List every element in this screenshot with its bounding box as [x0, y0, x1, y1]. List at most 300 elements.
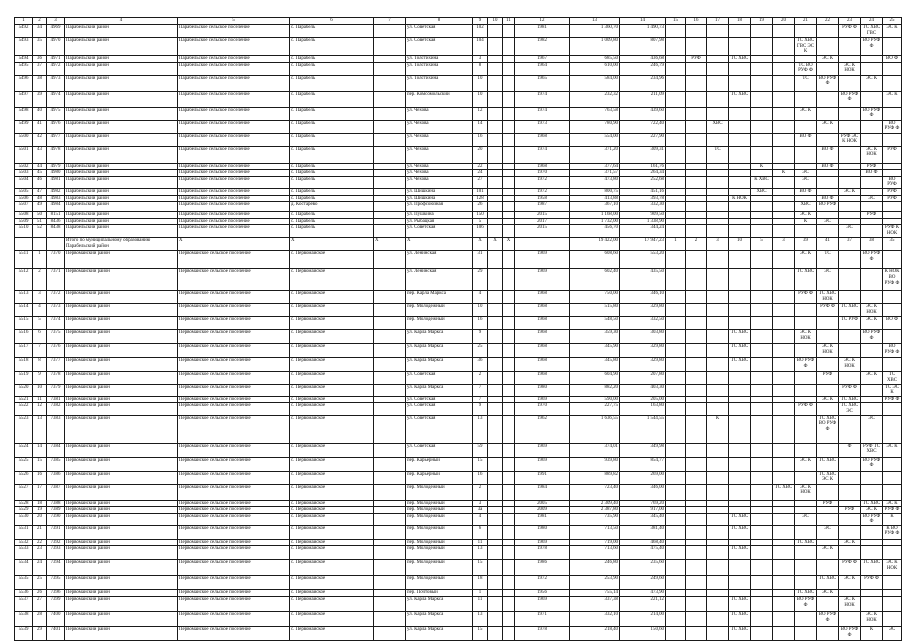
table-cell: ул. Советская	[406, 25, 473, 38]
table-cell	[33, 238, 47, 251]
table-cell	[773, 500, 795, 507]
table-cell	[488, 484, 503, 500]
table-cell: 4	[473, 513, 488, 525]
table-cell	[686, 218, 707, 225]
table-cell	[707, 195, 729, 202]
table-cell: 7395	[47, 576, 65, 590]
table-row	[15, 225, 902, 238]
table-cell: 2015	[515, 225, 570, 238]
table-cell	[707, 25, 729, 38]
table-cell: ул. Советская	[406, 403, 473, 415]
table-cell: с. Первомайское	[290, 317, 374, 330]
table-cell	[503, 38, 515, 56]
table-cell	[861, 225, 883, 238]
table-cell: пер. Молодежный	[406, 525, 473, 539]
table-cell	[707, 75, 729, 91]
table-cell: с. Парабель	[290, 107, 374, 120]
table-cell	[861, 590, 883, 597]
table-cell: ТС РУФ	[839, 317, 861, 330]
table-cell: 7396	[47, 590, 65, 597]
table-cell	[374, 195, 406, 202]
table-cell	[686, 443, 707, 457]
table-cell	[861, 202, 883, 212]
table-cell: 468,40	[620, 539, 666, 546]
table-cell: 1956	[515, 590, 570, 597]
table-cell	[488, 218, 503, 225]
table-cell	[817, 170, 839, 177]
table-cell	[374, 170, 406, 177]
table-cell: 332,30	[620, 202, 666, 212]
table-cell: Первомайское сельское поселение	[178, 415, 290, 443]
table-cell: Парабельское сельское поселение	[178, 202, 290, 212]
table-cell: 377,64	[570, 163, 620, 170]
table-cell	[729, 25, 751, 38]
table-cell: 9	[473, 330, 488, 344]
table-cell: ТС ХВС	[729, 525, 751, 539]
table-cell	[488, 62, 503, 75]
table-cell: ВО РУФ Ф	[795, 358, 817, 372]
table-cell: 27	[473, 176, 488, 188]
table-row	[15, 525, 902, 539]
table-cell	[488, 443, 503, 457]
table-cell	[503, 507, 515, 514]
table-cell: ЭС К НОК	[861, 304, 883, 317]
table-cell: Первомайский район	[65, 513, 178, 525]
table-cell: 548,50	[570, 317, 620, 330]
table-cell: К ВО РУФ Ф	[883, 525, 902, 539]
table-cell: 1	[33, 251, 47, 269]
table-cell: ВО РУФ Ф	[817, 612, 839, 627]
table-cell	[707, 251, 729, 269]
table-cell	[751, 384, 773, 396]
table-cell: с. Парабель	[290, 188, 374, 195]
table-cell: 5	[33, 317, 47, 330]
table-cell: 393,78	[620, 195, 666, 202]
table-cell	[729, 500, 751, 507]
table-cell: с. Парабель	[290, 38, 374, 56]
table-cell: 7388	[47, 500, 65, 507]
column-number-cell: 13	[570, 18, 620, 25]
table-cell	[707, 225, 729, 238]
table-cell	[751, 212, 773, 219]
table-cell: ЭС К	[795, 251, 817, 269]
table-cell	[751, 146, 773, 163]
table-cell	[374, 163, 406, 170]
table-cell: Парабельский район	[65, 75, 178, 91]
table-cell	[773, 304, 795, 317]
table-cell	[503, 146, 515, 163]
table-cell: 610,00	[570, 62, 620, 75]
table-cell: 5509	[15, 218, 33, 225]
table-cell	[795, 372, 817, 384]
table-cell: 17	[33, 484, 47, 500]
table-cell	[707, 597, 729, 612]
table-cell	[883, 304, 902, 317]
table-cell	[488, 525, 503, 539]
table-cell: пер. Молодежный	[406, 304, 473, 317]
table-cell: Первомайский район	[65, 576, 178, 590]
table-cell: Первомайский район	[65, 539, 178, 546]
table-cell	[686, 225, 707, 238]
table-cell: 332,10	[570, 612, 620, 627]
table-cell: 5504	[15, 176, 33, 188]
table-cell: ЭС К НОК	[861, 612, 883, 627]
table-cell: 1969	[515, 396, 570, 403]
table-cell	[686, 500, 707, 507]
table-cell: с. Парабель	[290, 212, 374, 219]
table-cell	[488, 317, 503, 330]
table-cell: ТС ХВС	[839, 396, 861, 403]
table-cell: ЭС К	[883, 443, 902, 457]
table-cell	[729, 225, 751, 238]
table-cell: 4982	[47, 188, 65, 195]
table-cell	[686, 471, 707, 484]
table-cell	[488, 75, 503, 91]
table-cell: с. Первомайское	[290, 457, 374, 471]
table-cell	[686, 344, 707, 358]
table-cell: 403,30	[620, 384, 666, 396]
table-cell: 367,10	[570, 202, 620, 212]
table-cell: 48	[33, 195, 47, 202]
table-cell	[773, 546, 795, 560]
table-cell	[488, 25, 503, 38]
table-cell	[374, 627, 406, 641]
table-cell	[707, 396, 729, 403]
table-cell: Первомайский район	[65, 344, 178, 358]
table-cell: РУФ	[861, 163, 883, 170]
table-cell	[861, 384, 883, 396]
table-cell: Парабельское сельское поселение	[178, 107, 290, 120]
table-cell	[795, 525, 817, 539]
table-cell: 16	[473, 471, 488, 484]
table-cell	[666, 269, 686, 291]
table-cell: 5492	[15, 25, 33, 38]
table-cell: ТС ХВС	[795, 590, 817, 597]
table-cell: пер. Молодежный	[406, 317, 473, 330]
table-cell: 2017	[515, 218, 570, 225]
table-cell: ВО Ф	[861, 170, 883, 177]
table-cell	[729, 38, 751, 56]
table-cell: 1969	[515, 269, 570, 291]
table-cell: Парабельский район	[65, 25, 178, 38]
table-cell: Парабельское сельское поселение	[178, 195, 290, 202]
table-cell	[666, 484, 686, 500]
table-cell	[751, 525, 773, 539]
table-cell	[666, 25, 686, 38]
table-cell	[374, 507, 406, 514]
table-cell: 1 732,00	[570, 218, 620, 225]
table-cell: Первомайский район	[65, 396, 178, 403]
table-cell: Первомайское сельское поселение	[178, 372, 290, 384]
table-cell	[666, 627, 686, 641]
table-cell: РУФ Ф	[883, 507, 902, 514]
table-cell: 51	[33, 218, 47, 225]
table-cell: 5533	[15, 546, 33, 560]
table-cell	[686, 75, 707, 91]
table-cell: 4975	[47, 107, 65, 120]
table-cell: 1968	[515, 304, 570, 317]
column-number-cell: 18	[729, 18, 751, 25]
column-number-cell: 8	[406, 18, 473, 25]
table-cell: 19	[33, 507, 47, 514]
table-cell: 4984	[47, 202, 65, 212]
table-cell: 1974	[515, 146, 570, 163]
table-cell: 5529	[15, 507, 33, 514]
table-cell: 1 168,00	[570, 212, 620, 219]
table-cell	[773, 525, 795, 539]
table-row	[15, 202, 902, 212]
table-cell: Первомайский район	[65, 372, 178, 384]
table-cell	[503, 163, 515, 170]
table-row	[15, 218, 902, 225]
table-cell: К	[707, 415, 729, 443]
table-row	[15, 195, 902, 202]
table-cell: ЭС	[817, 525, 839, 539]
table-cell	[839, 372, 861, 384]
table-cell	[729, 146, 751, 163]
table-cell: 1968	[515, 358, 570, 372]
table-cell: Первомайское сельское поселение	[178, 560, 290, 576]
table-cell	[488, 107, 503, 120]
table-cell: Первомайское сельское поселение	[178, 627, 290, 641]
table-cell	[817, 539, 839, 546]
table-cell: Первомайский район	[65, 251, 178, 269]
table-cell: ВО Ф	[817, 146, 839, 163]
table-cell: 5502	[15, 163, 33, 170]
table-cell: ул. Ленинская	[406, 269, 473, 291]
table-cell: ВО РУФ Ф	[883, 120, 902, 133]
table-cell: ТС ХВС ЭС	[839, 403, 861, 415]
table-cell	[503, 133, 515, 146]
table-cell: с. Первомайское	[290, 590, 374, 597]
table-cell	[666, 560, 686, 576]
table-cell: 7391	[47, 525, 65, 539]
table-row	[15, 146, 902, 163]
table-cell	[666, 225, 686, 238]
table-cell	[839, 218, 861, 225]
table-cell: 1968	[515, 372, 570, 384]
table-cell	[861, 597, 883, 612]
table-cell: 12	[473, 107, 488, 120]
table-cell	[795, 384, 817, 396]
table-cell	[751, 471, 773, 484]
table-cell: 7382	[47, 403, 65, 415]
table-cell: Первомайский район	[65, 560, 178, 576]
table-cell	[488, 170, 503, 177]
table-cell	[503, 291, 515, 304]
table-cell: с. Первомайское	[290, 304, 374, 317]
table-cell: 755,14	[570, 590, 620, 597]
table-cell: 719,00	[570, 539, 620, 546]
table-cell: 7	[33, 344, 47, 358]
table-cell	[374, 304, 406, 317]
table-cell: Первомайское сельское поселение	[178, 590, 290, 597]
table-cell	[374, 317, 406, 330]
table-cell: ТС	[707, 146, 729, 163]
table-cell	[861, 269, 883, 291]
table-cell	[861, 403, 883, 415]
table-cell	[729, 507, 751, 514]
table-cell	[751, 576, 773, 590]
table-cell	[751, 107, 773, 120]
table-cell: 4970	[47, 38, 65, 56]
table-cell: 227,90	[620, 133, 666, 146]
table-cell: 1972	[515, 188, 570, 195]
table-cell: ВО РУФ Ф	[839, 91, 861, 107]
table-cell: 1 360,70	[570, 25, 620, 38]
table-cell: 769,20	[620, 500, 666, 507]
table-cell: 7384	[47, 443, 65, 457]
table-cell	[839, 212, 861, 219]
table-cell	[374, 403, 406, 415]
table-cell	[817, 403, 839, 415]
table-cell: Парабельское сельское поселение	[178, 218, 290, 225]
table-cell: 1984	[515, 484, 570, 500]
table-cell: 45	[33, 170, 47, 177]
table-cell	[686, 525, 707, 539]
table-cell: ул. Чехова	[406, 176, 473, 188]
table-cell	[686, 304, 707, 317]
table-cell: 337,38	[570, 597, 620, 612]
table-cell: 371,57	[570, 170, 620, 177]
table-cell	[488, 330, 503, 344]
table-cell: X	[290, 238, 374, 251]
table-cell	[861, 291, 883, 304]
table-cell: Первомайский район	[65, 304, 178, 317]
table-cell	[488, 372, 503, 384]
table-cell: 5526	[15, 471, 33, 484]
table-cell: 2	[473, 484, 488, 500]
table-cell	[729, 304, 751, 317]
table-cell: ЭС	[839, 225, 861, 238]
table-cell: 1973	[515, 120, 570, 133]
table-cell	[883, 590, 902, 597]
table-cell: Первомайский район	[65, 384, 178, 396]
table-cell: 5522	[15, 403, 33, 415]
table-cell	[666, 91, 686, 107]
table-cell	[488, 133, 503, 146]
table-cell: с. Парабель	[290, 170, 374, 177]
table-cell	[729, 107, 751, 120]
table-cell	[883, 107, 902, 120]
table-cell: 5528	[15, 500, 33, 507]
table-cell: 2009	[515, 507, 570, 514]
table-cell	[883, 202, 902, 212]
table-cell: Парабельское сельское поселение	[178, 146, 290, 163]
table-cell	[773, 560, 795, 576]
table-cell: ул. Советская	[406, 443, 473, 457]
table-cell	[374, 176, 406, 188]
table-cell: РУФ	[839, 507, 861, 514]
table-cell: с. Первомайское	[290, 500, 374, 507]
table-cell: с. Первомайское	[290, 330, 374, 344]
table-cell	[861, 188, 883, 195]
table-cell: 584,00	[570, 75, 620, 91]
table-cell: Парабельское сельское поселение	[178, 56, 290, 63]
table-cell: ТС ХВС	[729, 627, 751, 641]
table-cell	[374, 560, 406, 576]
table-cell: Первомайское сельское поселение	[178, 457, 290, 471]
table-cell: К	[883, 513, 902, 525]
table-cell: Парабельское сельское поселение	[178, 133, 290, 146]
table-cell	[839, 75, 861, 91]
table-cell: 722,40	[620, 120, 666, 133]
table-cell	[686, 170, 707, 177]
table-cell	[707, 507, 729, 514]
table-cell: ул. Чехова	[406, 146, 473, 163]
table-cell: ЭС К	[861, 372, 883, 384]
table-cell	[666, 500, 686, 507]
table-cell: 435,50	[620, 269, 666, 291]
table-cell: Первомайское сельское поселение	[178, 513, 290, 525]
table-cell: ВО РУФ Ф	[861, 38, 883, 56]
table-row	[15, 170, 902, 177]
table-cell	[686, 195, 707, 202]
table-cell	[666, 384, 686, 396]
table-cell: ТС ХВС	[883, 372, 902, 384]
table-cell: ул. Карла Маркса	[406, 627, 473, 641]
table-cell: пер. Молодежный	[406, 539, 473, 546]
table-cell	[686, 269, 707, 291]
table-cell: 7392	[47, 539, 65, 546]
table-cell: ул. Толстихина	[406, 62, 473, 75]
table-cell: РУФ	[817, 372, 839, 384]
table-cell: 15	[473, 457, 488, 471]
table-cell: 18	[473, 576, 488, 590]
table-cell	[751, 218, 773, 225]
table-cell: ЭС К	[817, 546, 839, 560]
table-cell	[839, 195, 861, 202]
table-cell	[503, 202, 515, 212]
table-cell: Первомайский район	[65, 358, 178, 372]
table-cell	[374, 269, 406, 291]
table-cell: Первомайское сельское поселение	[178, 539, 290, 546]
table-cell: 221,12	[620, 597, 666, 612]
table-cell	[729, 560, 751, 576]
table-cell	[374, 56, 406, 63]
table-cell: 345,90	[570, 344, 620, 358]
table-cell: ТС ХВС ГВС	[861, 25, 883, 38]
table-cell	[795, 317, 817, 330]
table-cell	[686, 120, 707, 133]
table-cell: 39	[33, 91, 47, 107]
table-cell	[883, 415, 902, 443]
table-cell: 1972	[515, 576, 570, 590]
table-cell	[751, 484, 773, 500]
table-cell: Парабельский район	[65, 146, 178, 163]
table-cell: с. Парабель	[290, 195, 374, 202]
table-cell	[817, 443, 839, 457]
table-cell	[686, 612, 707, 627]
table-cell	[503, 612, 515, 627]
table-cell: ЭС К	[861, 507, 883, 514]
table-cell: Первомайское сельское поселение	[178, 443, 290, 457]
table-cell: с. Первомайское	[290, 525, 374, 539]
table-cell: 12	[33, 403, 47, 415]
table-cell: Парабельский район	[65, 195, 178, 202]
table-row	[15, 507, 902, 514]
table-cell	[729, 576, 751, 590]
table-cell: X	[178, 238, 290, 251]
table-cell: 4969	[47, 25, 65, 38]
table-cell: 2 387,80	[570, 507, 620, 514]
table-cell: с. Парабель	[290, 218, 374, 225]
table-cell	[707, 513, 729, 525]
table-cell	[883, 612, 902, 627]
table-cell: с. Первомайское	[290, 396, 374, 403]
table-cell	[773, 269, 795, 291]
table-cell	[773, 107, 795, 120]
